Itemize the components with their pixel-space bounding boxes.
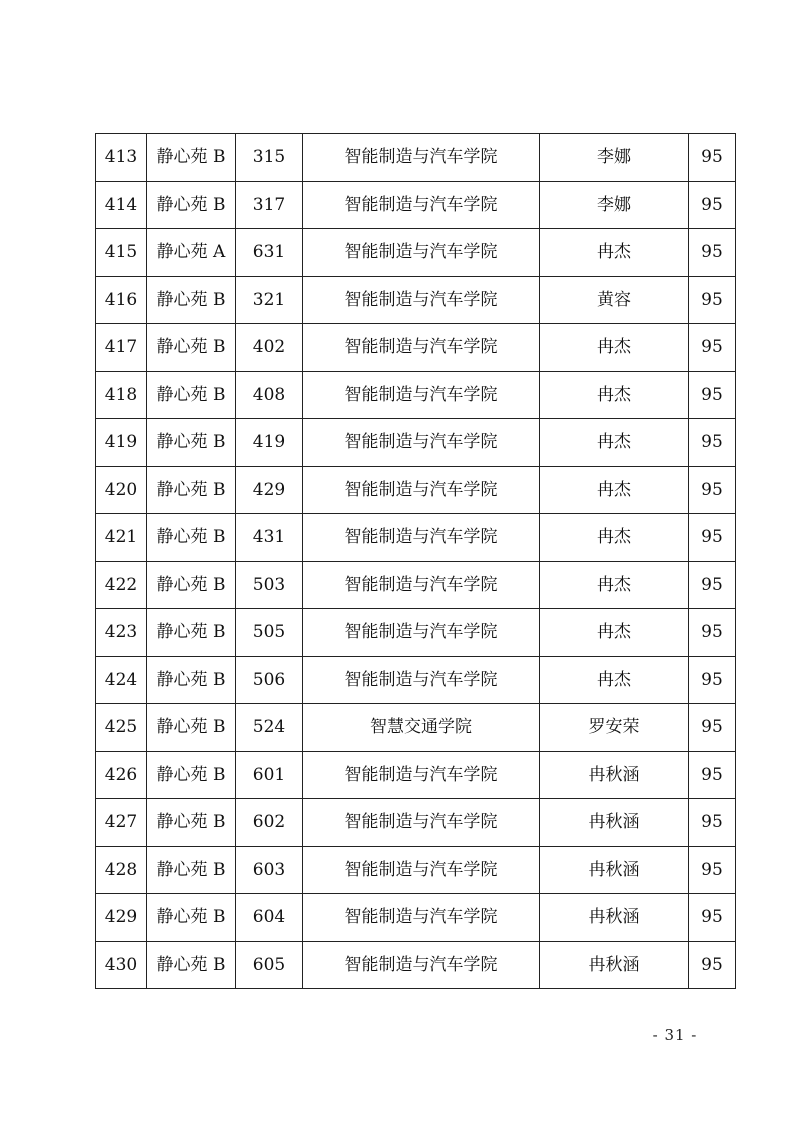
building-cell: 静心苑 B xyxy=(147,514,236,562)
name-cell: 罗安荣 xyxy=(540,704,689,752)
table-row xyxy=(96,229,736,277)
college-cell: 智能制造与汽车学院 xyxy=(303,656,540,704)
score-cell: 95 xyxy=(689,276,736,324)
name-cell: 冉杰 xyxy=(540,561,689,609)
score-cell: 95 xyxy=(689,751,736,799)
college-cell: 智能制造与汽车学院 xyxy=(303,941,540,989)
building-cell: 静心苑 B xyxy=(147,894,236,942)
score-cell: 95 xyxy=(689,466,736,514)
college-cell: 智能制造与汽车学院 xyxy=(303,181,540,229)
building-cell: 静心苑 B xyxy=(147,419,236,467)
table-row xyxy=(96,704,736,752)
table-row xyxy=(96,799,736,847)
name-cell: 冉杰 xyxy=(540,609,689,657)
room-cell: 603 xyxy=(236,846,303,894)
name-cell: 冉杰 xyxy=(540,419,689,467)
score-cell: 95 xyxy=(689,514,736,562)
score-cell: 95 xyxy=(689,941,736,989)
room-cell: 505 xyxy=(236,609,303,657)
score-cell: 95 xyxy=(689,181,736,229)
name-cell: 冉秋涵 xyxy=(540,941,689,989)
name-cell: 冉杰 xyxy=(540,229,689,277)
college-cell: 智能制造与汽车学院 xyxy=(303,751,540,799)
table-row xyxy=(96,419,736,467)
row-number-cell: 421 xyxy=(96,514,147,562)
row-number-cell: 420 xyxy=(96,466,147,514)
score-cell: 95 xyxy=(689,229,736,277)
score-cell: 95 xyxy=(689,846,736,894)
table-body xyxy=(96,134,736,989)
name-cell: 冉杰 xyxy=(540,466,689,514)
room-cell: 524 xyxy=(236,704,303,752)
building-cell: 静心苑 A xyxy=(147,229,236,277)
row-number-cell: 415 xyxy=(96,229,147,277)
college-cell: 智能制造与汽车学院 xyxy=(303,799,540,847)
name-cell: 冉秋涵 xyxy=(540,894,689,942)
row-number-cell: 426 xyxy=(96,751,147,799)
table-row xyxy=(96,894,736,942)
score-cell: 95 xyxy=(689,561,736,609)
row-number-cell: 430 xyxy=(96,941,147,989)
college-cell: 智能制造与汽车学院 xyxy=(303,419,540,467)
name-cell: 冉杰 xyxy=(540,514,689,562)
room-cell: 419 xyxy=(236,419,303,467)
building-cell: 静心苑 B xyxy=(147,609,236,657)
name-cell: 冉杰 xyxy=(540,656,689,704)
college-cell: 智能制造与汽车学院 xyxy=(303,466,540,514)
room-cell: 602 xyxy=(236,799,303,847)
building-cell: 静心苑 B xyxy=(147,181,236,229)
score-cell: 95 xyxy=(689,134,736,182)
room-cell: 321 xyxy=(236,276,303,324)
room-cell: 503 xyxy=(236,561,303,609)
room-cell: 317 xyxy=(236,181,303,229)
name-cell: 冉秋涵 xyxy=(540,751,689,799)
row-number-cell: 414 xyxy=(96,181,147,229)
page-number: - 31 - xyxy=(652,1026,698,1044)
building-cell: 静心苑 B xyxy=(147,134,236,182)
score-cell: 95 xyxy=(689,656,736,704)
college-cell: 智能制造与汽车学院 xyxy=(303,609,540,657)
room-cell: 315 xyxy=(236,134,303,182)
score-cell: 95 xyxy=(689,324,736,372)
name-cell: 冉杰 xyxy=(540,371,689,419)
room-cell: 429 xyxy=(236,466,303,514)
score-cell: 95 xyxy=(689,419,736,467)
score-cell: 95 xyxy=(689,704,736,752)
building-cell: 静心苑 B xyxy=(147,371,236,419)
room-cell: 601 xyxy=(236,751,303,799)
name-cell: 冉杰 xyxy=(540,324,689,372)
name-cell: 冉秋涵 xyxy=(540,846,689,894)
college-cell: 智能制造与汽车学院 xyxy=(303,846,540,894)
building-cell: 静心苑 B xyxy=(147,941,236,989)
building-cell: 静心苑 B xyxy=(147,561,236,609)
building-cell: 静心苑 B xyxy=(147,656,236,704)
row-number-cell: 416 xyxy=(96,276,147,324)
college-cell: 智能制造与汽车学院 xyxy=(303,514,540,562)
row-number-cell: 423 xyxy=(96,609,147,657)
table-row xyxy=(96,941,736,989)
building-cell: 静心苑 B xyxy=(147,466,236,514)
table-row xyxy=(96,181,736,229)
college-cell: 智能制造与汽车学院 xyxy=(303,371,540,419)
table-row xyxy=(96,561,736,609)
building-cell: 静心苑 B xyxy=(147,846,236,894)
row-number-cell: 417 xyxy=(96,324,147,372)
room-cell: 431 xyxy=(236,514,303,562)
building-cell: 静心苑 B xyxy=(147,799,236,847)
row-number-cell: 428 xyxy=(96,846,147,894)
building-cell: 静心苑 B xyxy=(147,751,236,799)
row-number-cell: 427 xyxy=(96,799,147,847)
name-cell: 黄容 xyxy=(540,276,689,324)
building-cell: 静心苑 B xyxy=(147,324,236,372)
table-row xyxy=(96,846,736,894)
room-cell: 402 xyxy=(236,324,303,372)
college-cell: 智慧交通学院 xyxy=(303,704,540,752)
college-cell: 智能制造与汽车学院 xyxy=(303,324,540,372)
college-cell: 智能制造与汽车学院 xyxy=(303,229,540,277)
college-cell: 智能制造与汽车学院 xyxy=(303,894,540,942)
row-number-cell: 418 xyxy=(96,371,147,419)
row-number-cell: 422 xyxy=(96,561,147,609)
name-cell: 李娜 xyxy=(540,181,689,229)
table-row xyxy=(96,371,736,419)
table-row xyxy=(96,751,736,799)
row-number-cell: 419 xyxy=(96,419,147,467)
table-row xyxy=(96,324,736,372)
room-cell: 631 xyxy=(236,229,303,277)
building-cell: 静心苑 B xyxy=(147,704,236,752)
name-cell: 冉秋涵 xyxy=(540,799,689,847)
table-row xyxy=(96,609,736,657)
name-cell: 李娜 xyxy=(540,134,689,182)
room-cell: 605 xyxy=(236,941,303,989)
row-number-cell: 424 xyxy=(96,656,147,704)
room-cell: 408 xyxy=(236,371,303,419)
table-row xyxy=(96,134,736,182)
score-cell: 95 xyxy=(689,609,736,657)
score-cell: 95 xyxy=(689,799,736,847)
row-number-cell: 425 xyxy=(96,704,147,752)
row-number-cell: 413 xyxy=(96,134,147,182)
table-row xyxy=(96,276,736,324)
room-cell: 506 xyxy=(236,656,303,704)
score-cell: 95 xyxy=(689,371,736,419)
table-row xyxy=(96,514,736,562)
score-cell: 95 xyxy=(689,894,736,942)
college-cell: 智能制造与汽车学院 xyxy=(303,561,540,609)
building-cell: 静心苑 B xyxy=(147,276,236,324)
dorm-inspection-table xyxy=(95,133,736,989)
row-number-cell: 429 xyxy=(96,894,147,942)
table-row xyxy=(96,656,736,704)
college-cell: 智能制造与汽车学院 xyxy=(303,276,540,324)
room-cell: 604 xyxy=(236,894,303,942)
table-row xyxy=(96,466,736,514)
college-cell: 智能制造与汽车学院 xyxy=(303,134,540,182)
